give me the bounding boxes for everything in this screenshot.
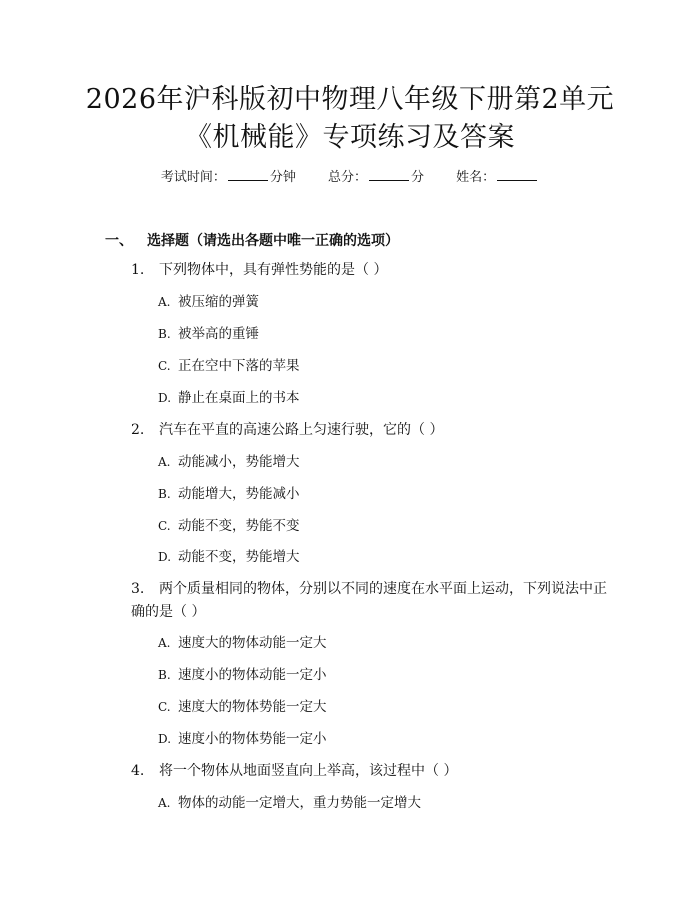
option-1a: [158, 292, 259, 312]
option-letter: D.: [158, 391, 172, 405]
option-text: 静止在桌面上的书本: [178, 390, 300, 406]
option-text: 动能减小，势能增大: [178, 454, 300, 470]
option-letter: A.: [158, 295, 171, 309]
option-3d: [158, 729, 327, 749]
option-1b: [158, 324, 259, 344]
option-letter: B.: [158, 668, 171, 682]
option-text: 动能不变，势能不变: [178, 518, 300, 534]
option-letter: C.: [158, 700, 171, 714]
time-field: [161, 170, 296, 185]
question-number: 2.: [131, 422, 145, 438]
question-3: [131, 578, 631, 601]
option-text: 物体的动能一定增大，重力势能一定增大: [178, 795, 421, 811]
option-text: 动能不变，势能增大: [178, 549, 300, 565]
option-2d: [158, 547, 300, 567]
question-text-line2: 确的是（ ）: [131, 604, 206, 620]
option-2c: [158, 516, 300, 536]
option-letter: D.: [158, 550, 172, 564]
name-blank: [497, 168, 537, 181]
option-letter: A.: [158, 796, 171, 810]
document-title-line1: 2026年沪科版初中物理八年级下册第2单元: [85, 84, 615, 115]
question-1: [131, 259, 631, 282]
question-text: 汽车在平直的高速公路上匀速行驶，它的（ ）: [159, 422, 444, 438]
option-2a: [158, 452, 300, 472]
option-letter: D.: [158, 732, 172, 746]
section-heading: [105, 231, 399, 251]
option-1c: [158, 356, 300, 376]
question-text: 将一个物体从地面竖直向上举高，该过程中（ ）: [159, 763, 458, 779]
option-4a: [158, 793, 421, 813]
document-title-line2: 《机械能》专项练习及答案: [185, 122, 515, 153]
score-field: [328, 170, 424, 185]
question-text-line1: 两个质量相同的物体，分别以不同的速度在水平面上运动，下列说法中正: [159, 581, 607, 597]
option-2b: [158, 484, 300, 504]
score-label: 总分：: [327, 170, 367, 185]
option-text: 速度大的物体动能一定大: [178, 635, 327, 651]
option-text: 正在空中下落的苹果: [178, 358, 300, 374]
option-letter: C.: [158, 359, 171, 373]
time-unit: 分钟: [269, 170, 296, 185]
section-number: 一、: [105, 233, 133, 249]
question-number: 3.: [131, 581, 145, 597]
option-3a: [158, 633, 327, 653]
option-text: 速度小的物体动能一定小: [178, 667, 327, 683]
name-label: 姓名：: [456, 170, 496, 185]
score-blank: [369, 168, 409, 181]
question-number: 4.: [131, 763, 145, 779]
option-text: 速度小的物体势能一定小: [178, 731, 327, 747]
option-1d: [158, 388, 300, 408]
option-text: 动能增大，势能减小: [178, 486, 300, 502]
option-letter: B.: [158, 487, 171, 501]
name-field: [456, 170, 539, 185]
option-3c: [158, 697, 327, 717]
time-label: 考试时间：: [160, 170, 226, 185]
question-number: 1.: [131, 262, 145, 278]
score-unit: 分: [411, 170, 425, 185]
option-letter: A.: [158, 636, 171, 650]
question-3-continued: [131, 601, 631, 624]
option-text: 被压缩的弹簧: [178, 294, 259, 310]
section-title: 选择题（请选出各题中唯一正确的选项）: [147, 233, 399, 249]
question-4: [131, 760, 631, 783]
time-blank: [228, 168, 268, 181]
question-2: [131, 419, 631, 442]
option-letter: C.: [158, 519, 171, 533]
option-letter: B.: [158, 327, 171, 341]
option-text: 被举高的重锤: [178, 326, 259, 342]
option-3b: [158, 665, 327, 685]
exam-meta: [0, 168, 700, 187]
option-letter: A.: [158, 455, 171, 469]
question-text: 下列物体中，具有弹性势能的是（ ）: [159, 262, 388, 278]
option-text: 速度大的物体势能一定大: [178, 699, 327, 715]
